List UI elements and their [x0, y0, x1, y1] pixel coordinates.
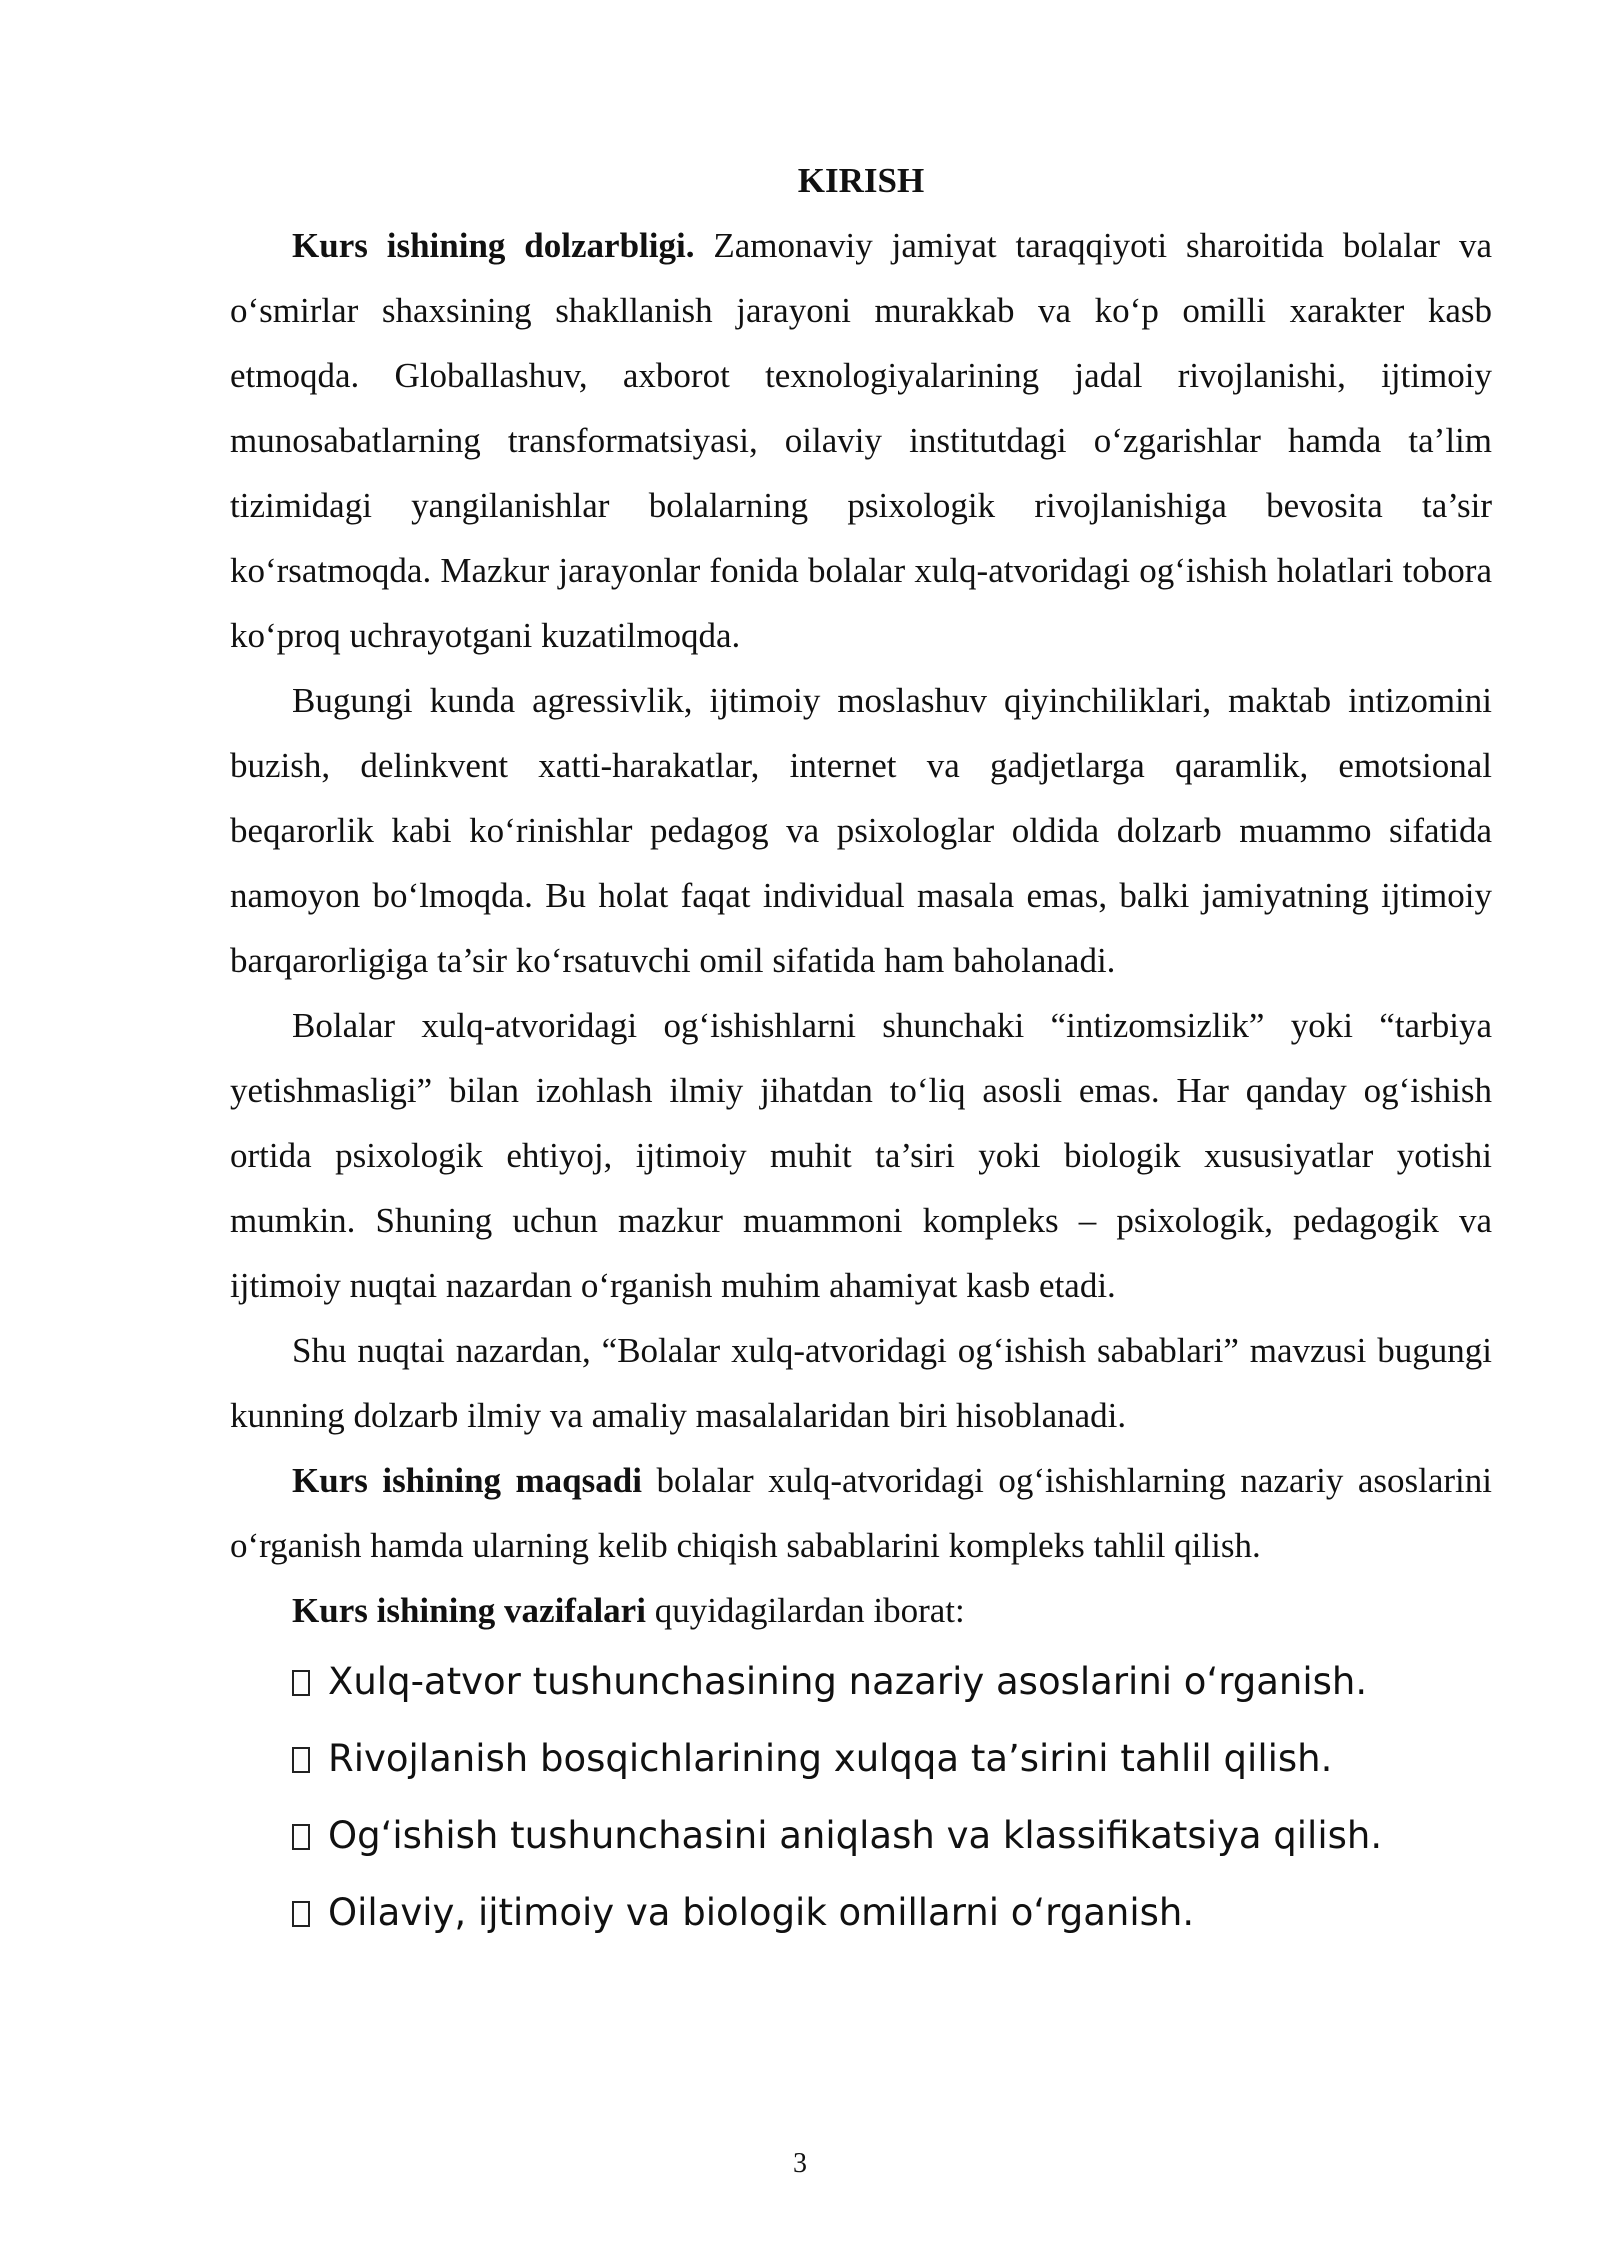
page-number: 3	[793, 2148, 807, 2179]
topic-paragraph: Shu nuqtai nazardan, “Bolalar xulq-atvoridagi og‘ishish sabablari” mavzusi bugungi kunning dolzarb ilmiy va amaliy masalalaridan biri hisoblanadi.	[230, 1331, 1492, 1435]
list-item-text: Rivojlanish bosqichlarining xulqqa ta’sirini tahlil qilish.	[328, 1737, 1333, 1780]
tasks-paragraph	[230, 1578, 1492, 1643]
section-heading: KIRISH	[797, 161, 925, 200]
bullet-box-icon	[292, 1747, 310, 1773]
goal-paragraph	[230, 1448, 1492, 1578]
bullet-box-icon	[292, 1670, 310, 1696]
list-item	[230, 1797, 1492, 1874]
page-content	[230, 148, 1492, 1951]
today-paragraph: Bugungi kunda agressivlik, ijtimoiy moslashuv qiyinchiliklari, maktab intizomini buzish, delinkvent xatti-harakatlar, internet va gadjetlarga qaramlik, emotsional beqarorlik kabi ko‘rinishlar pedagog va psixologlar oldida dolzarb muammo sifatida namoyon bo‘lmoqda. Bu holat faqat individual masala emas, balki jamiyatning ijtimoiy barqarorligiga ta’sir ko‘rsatuvchi omil sifatida ham baholanadi.	[230, 681, 1492, 980]
goal-lead: Kurs ishining maqsadi	[292, 1461, 642, 1500]
goal-text: bolalar xulq-atvoridagi og‘ishishlarning nazariy asoslarini o‘rganish hamda ularning kelib chiqish sabablarini kompleks tahlil qilish.	[230, 1461, 1493, 1565]
tasks-list	[230, 1643, 1492, 1951]
list-item	[230, 1643, 1492, 1720]
bullet-box-icon	[292, 1824, 310, 1850]
tasks-lead: Kurs ishining vazifalari	[292, 1591, 646, 1630]
list-item-text: Xulq-atvor tushunchasining nazariy asoslarini o‘rganish.	[328, 1660, 1368, 1703]
list-item	[230, 1874, 1492, 1951]
explanation-paragraph: Bolalar xulq-atvoridagi og‘ishishlarni shunchaki “intizomsizlik” yoki “tarbiya yetishmasligi” bilan izohlash ilmiy jihatdan to‘liq asosli emas. Har qanday og‘ishish ortida psixologik ehtiyoj, ijtimoiy muhit ta’siri yoki biologik xususiyatlar yotishi mumkin. Shuning uchun mazkur muammoni kompleks – psixologik, pedagogik va ijtimoiy nuqtai nazardan o‘rganish muhim ahamiyat kasb etadi.	[230, 1006, 1492, 1305]
list-item-text: Og‘ishish tushunchasini aniqlash va klassifikatsiya qilish.	[328, 1814, 1383, 1857]
list-item-text: Oilaviy, ijtimoiy va biologik omillarni o‘rganish.	[328, 1891, 1195, 1934]
list-item	[230, 1720, 1492, 1797]
bullet-box-icon	[292, 1901, 310, 1927]
tasks-text: quyidagilardan iborat:	[645, 1591, 965, 1630]
relevance-paragraph	[230, 213, 1492, 668]
relevance-lead: Kurs ishining dolzarbligi.	[292, 226, 695, 265]
relevance-text: Zamonaviy jamiyat taraqqiyoti sharoitida bolalar va o‘smirlar shaxsining shakllanish jarayoni murakkab va ko‘p omilli xarakter kasb etmoqda. Globallashuv, axborot texnologiyalarining jadal rivojlanishi, ijtimoiy munosabatlarning transformatsiyasi, oilaviy institutdagi o‘zgarishlar hamda ta’lim tizimidagi yangilanishlar bolalarning psixologik rivojlanishiga bevosita ta’sir ko‘rsatmoqda. Mazkur jarayonlar fonida bolalar xulq-atvoridagi og‘ishish holatlari tobora ko‘proq uchrayotgani kuzatilmoqda.	[230, 226, 1492, 655]
